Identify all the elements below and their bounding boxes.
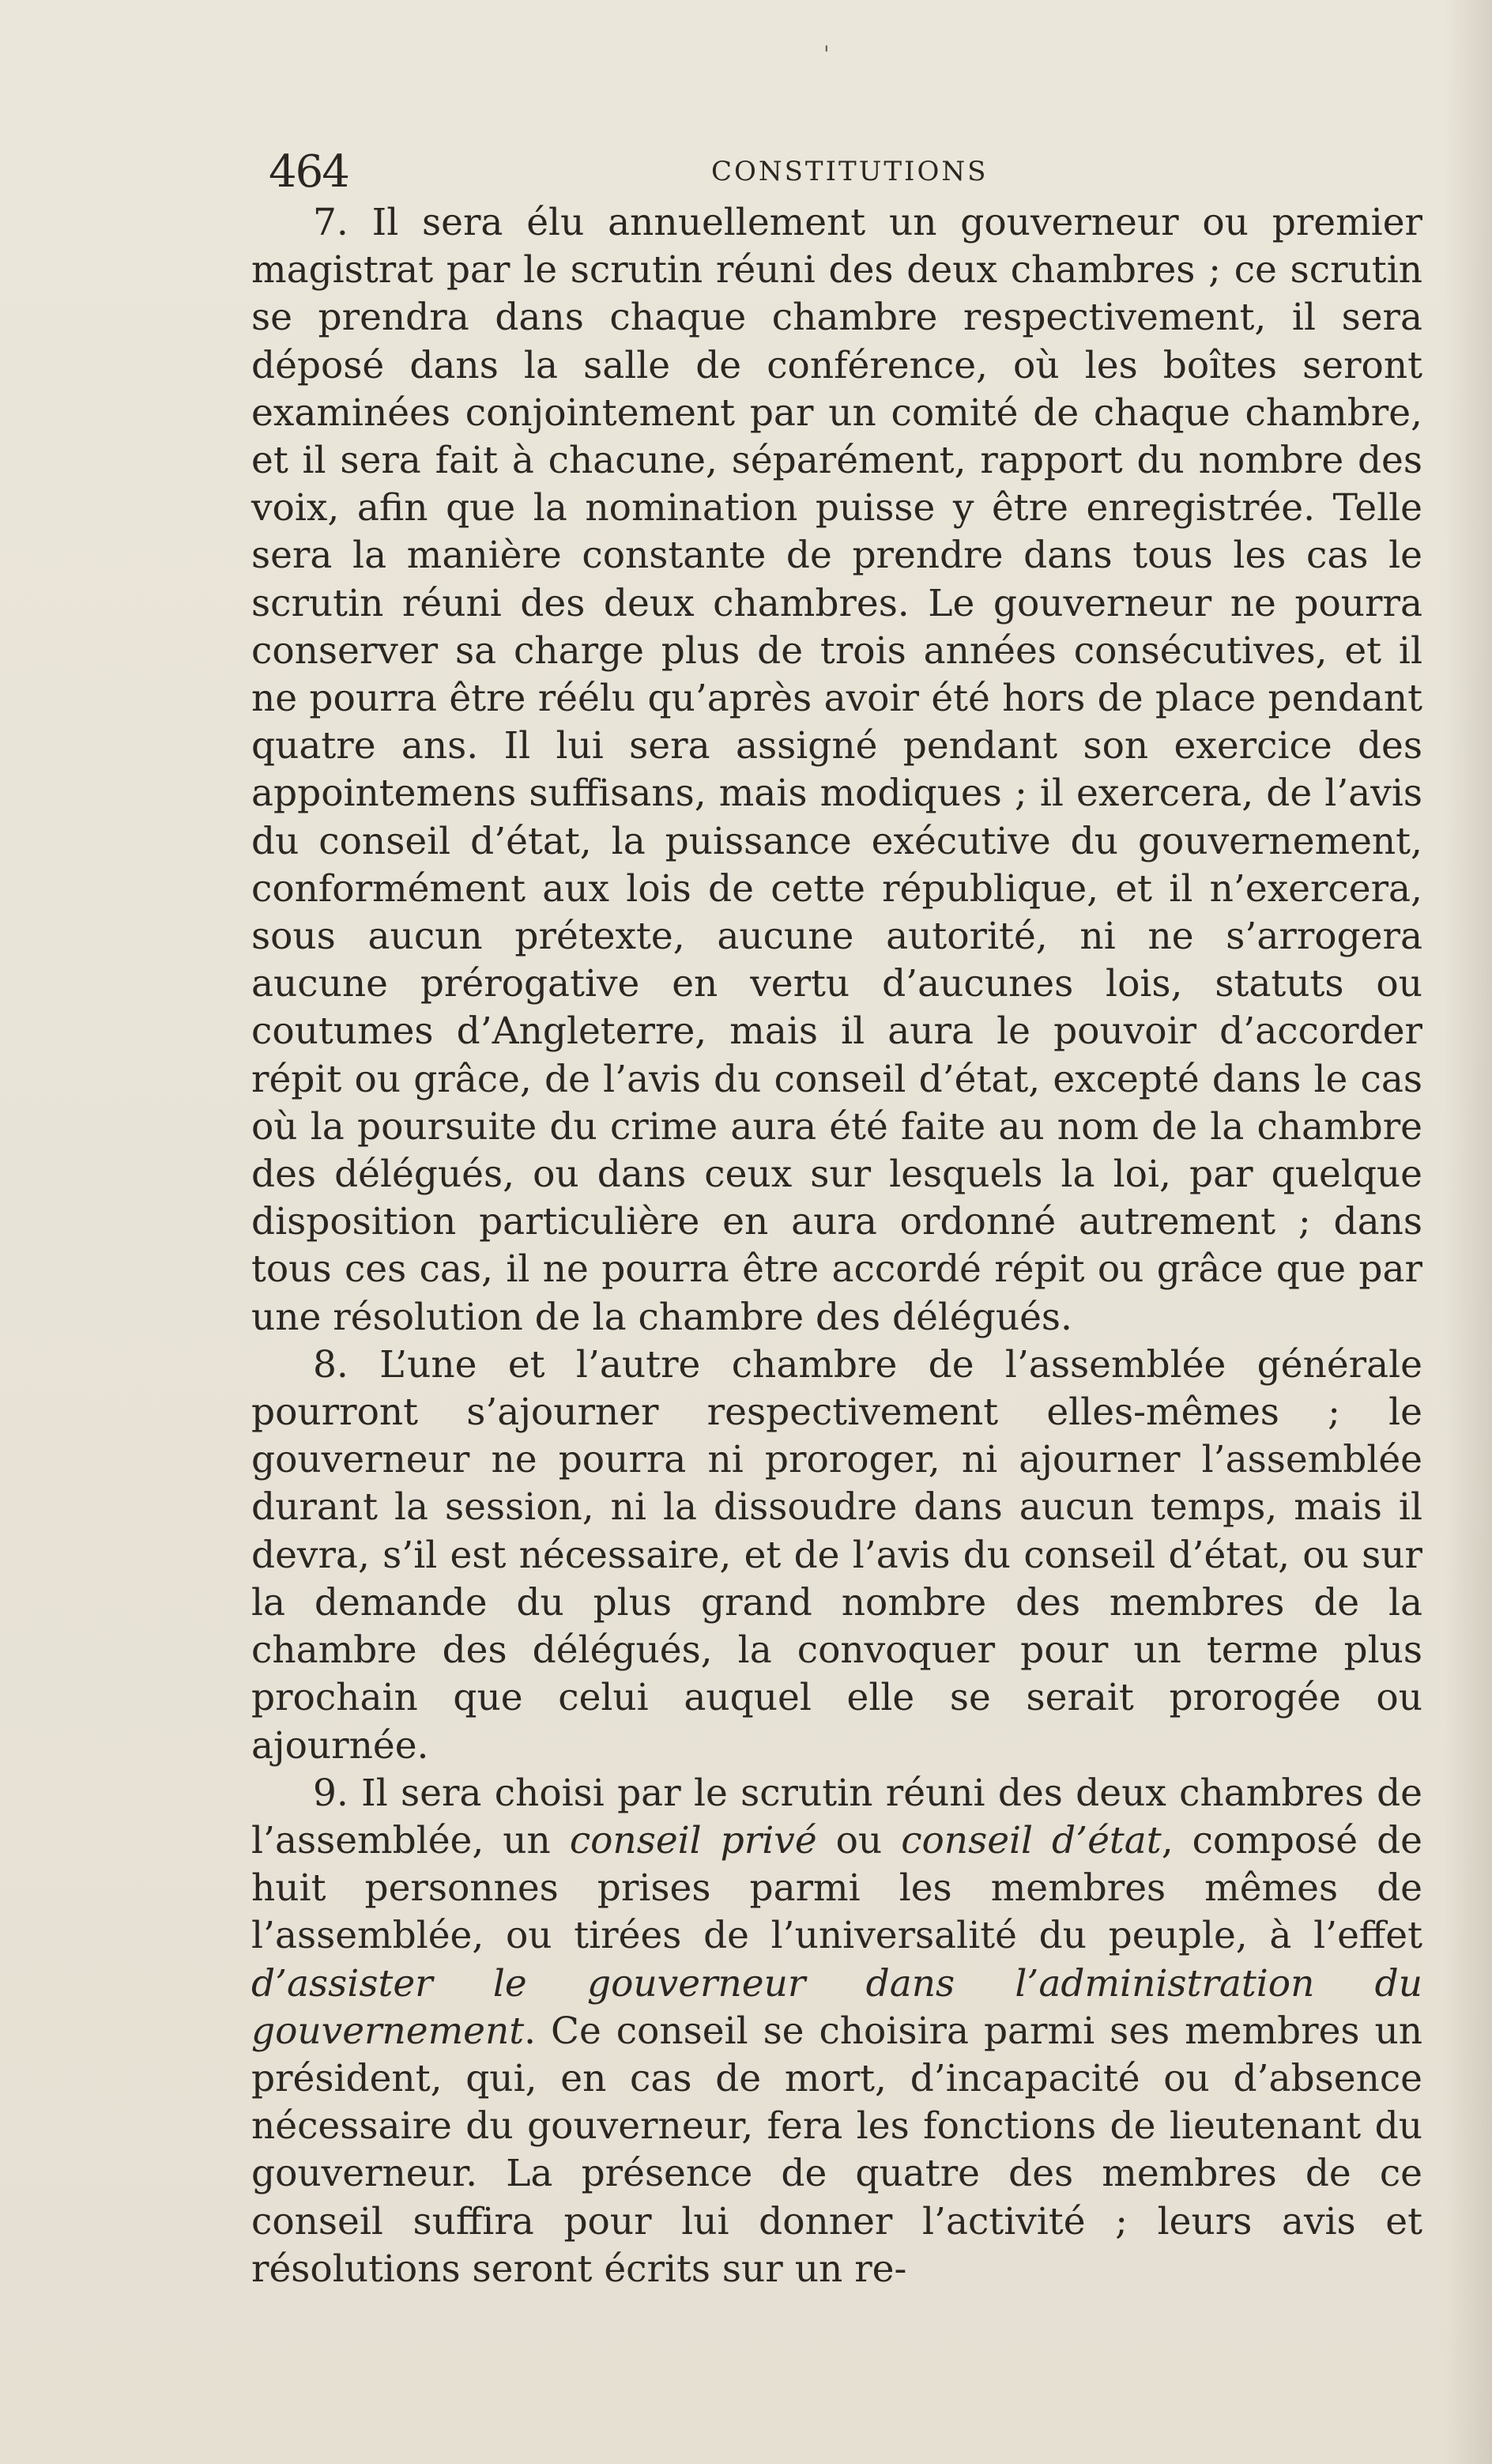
paragraph-9 <box>251 1770 1422 2293</box>
paragraph-text: Il sera élu annuellement un gouverneur ou premier magistrat par le scrutin réuni des deux chambres ; ce scrutin se prendra dans chaque chambre respectivement, il sera déposé dans la salle de conférence, où les boîtes seront examinées conjointement par un comité de chaque chambre, et il sera fait à chacune, séparément, rapport du nombre des voix, afin que la nomination puisse y être enregistrée. Telle sera la manière constante de prendre dans tous les cas le scrutin réuni des deux chambres. Le gouverneur ne pourra conserver sa charge plus de trois années consécutives, et il ne pourra être réélu qu’après avoir été hors de place pendant quatre ans. Il lui sera assigné pendant son exercice des appointemens suffisans, mais modiques ; il exercera, de l’avis du conseil d’état, la puissance exécutive du gouvernement, conformément aux lois de cette république, et il n’exercera, sous aucun prétexte, aucune autorité, ni ne s’arrogera aucune prérogative en vertu d’aucunes lois, statuts ou coutumes d’Angleterre, mais il aura le pouvoir d’accorder répit ou grâce, de l’avis du conseil d’état, excepté dans le cas où la poursuite du crime aura été faite au nom de la chambre des délégués, ou dans ceux sur lesquels la loi, par quelque disposition particulière en aura ordonné autrement ; dans tous ces cas, il ne pourra être accordé répit ou grâce que par une résolution de la chambre des délégués. <box>251 201 1422 1339</box>
page-number: 464 <box>269 146 349 198</box>
running-title: CONSTITUTIONS <box>711 156 989 187</box>
paragraph-text: ou <box>835 1818 883 1862</box>
paragraph-text: L’une et l’autre chambre de l’assemblée générale pourront s’ajourner respectivement elles-mêmes ; le gouverneur ne pourra ni proroger, ni ajourner l’assemblée durant la session, ni la dissoudre dans aucun temps, mais il devra, s’il est nécessaire, et de l’avis du conseil d’état, ou sur la demande du plus grand nombre des membres de la chambre des délégués, la convoquer pour un terme plus prochain que celui auquel elle se serait prorogée ou ajournée. <box>251 1342 1422 1768</box>
paragraph-7 <box>251 199 1422 1341</box>
paragraph-8 <box>251 1341 1422 1770</box>
paragraph-text: . Ce conseil se choisira parmi ses membres un président, qui, en cas de mort, d’incapacité ou d’absence nécessaire du gouverneur, fera les fonctions de lieutenant du gouverneur. La présence de quatre des membres de ce conseil suffira pour lui donner l’activité ; leurs avis et résolutions seront écrits sur un re- <box>251 2009 1422 2291</box>
paragraph-number: 9. <box>313 1771 349 1815</box>
paragraph-number: 8. <box>313 1342 349 1387</box>
body-text <box>251 199 1422 2293</box>
italic-term: conseil d’état <box>901 1818 1162 1862</box>
paragraph-text: Il sera choisi par le scrutin réuni des deux chambres de l’assemblée, un <box>251 1771 1422 1862</box>
italic-phrase: d’assister le gouverneur dans l’administration du gouvernement <box>251 1961 1422 2053</box>
stray-mark: ' <box>823 41 830 67</box>
paragraph-text: , composé de huit personnes prises parmi les membres mêmes de l’assemblée, ou tirées de l’universalité du peuple, à l’effet <box>251 1818 1422 1958</box>
paragraph-number: 7. <box>313 201 349 244</box>
italic-term: conseil privé <box>569 1818 817 1862</box>
page-edge-shadow <box>1445 0 1492 2464</box>
